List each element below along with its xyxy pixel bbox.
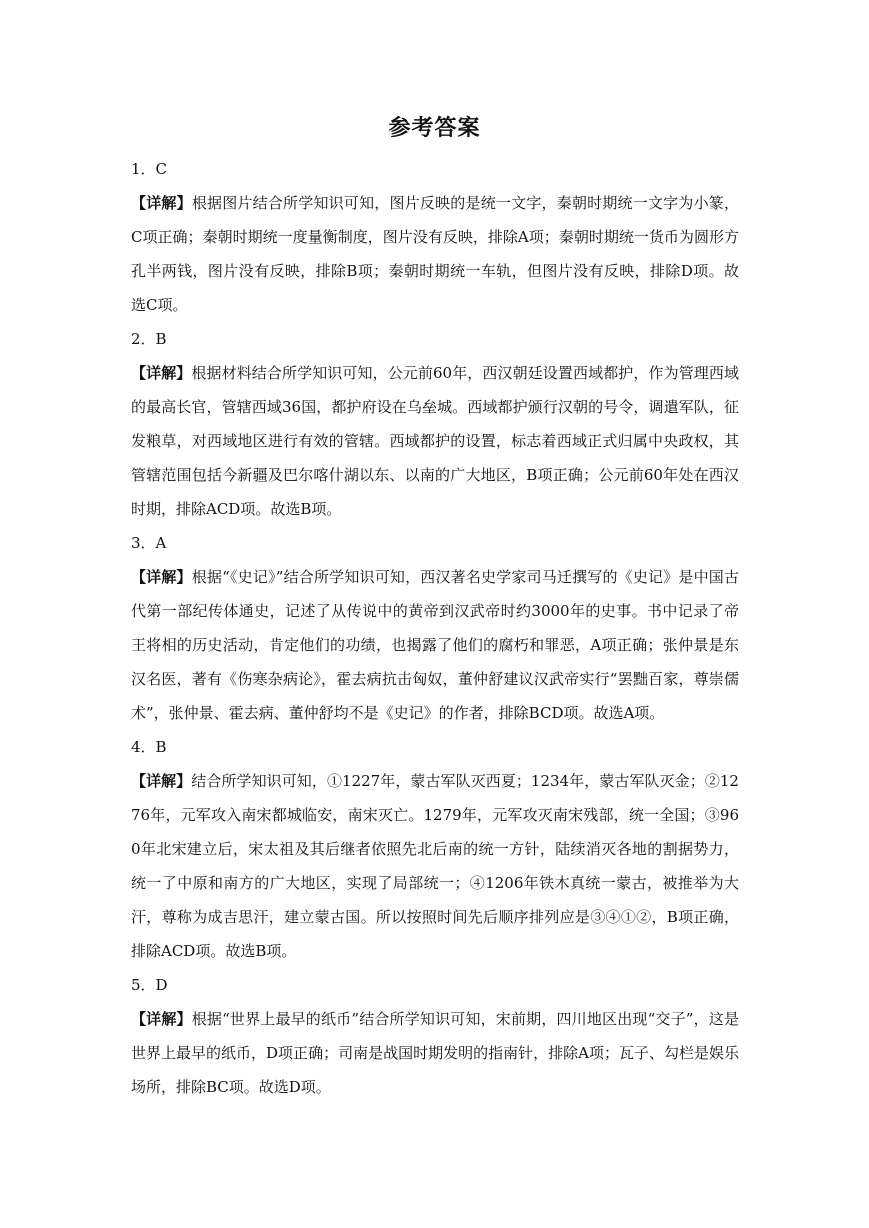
answer-number: 3．A — [131, 534, 167, 552]
answer-number: 2．B — [131, 330, 167, 348]
answer-list — [131, 152, 739, 1104]
answer-item-1 — [131, 152, 739, 322]
answer-item-5 — [131, 968, 739, 1104]
answer-explanation — [131, 560, 739, 730]
answer-explanation — [131, 764, 739, 968]
answer-explanation — [131, 356, 739, 526]
explanation-text: 根据“《史记》”结合所学知识可知，西汉著名史学家司马迁撰写的《史记》是中国古代第一部纪传体通史，记述了从传说中的黄帝到汉武帝时约3000年的史事。书中记录了帝王将相的历史活动，肯定他们的功绩，也揭露了他们的腐朽和罪恶，A项正确；张仲景是东汉名医，著有《伤寒杂病论》，霍去病抗击匈奴，董仲舒建议汉武帝实行“罢黜百家，尊崇儒术”，张仲景、霍去病、董仲舒均不是《史记》的作者，排除BCD项。故选A项。 — [131, 568, 739, 722]
detail-tag: 【详解】 — [131, 1010, 192, 1028]
explanation-text: 根据材料结合所学知识可知，公元前60年，西汉朝廷设置西域都护，作为管理西域的最高长官，管辖西域36国，都护府设在乌垒城。西域都护颁行汉朝的号令，调遣军队，征发粮草，对西域地区进行有效的管辖。西域都护的设置，标志着西域正式归属中央政权，其管辖范围包括今新疆及巴尔喀什湖以东、以南的广大地区，B项正确；公元前60年处在西汉时期，排除ACD项。故选B项。 — [131, 364, 739, 518]
answer-explanation — [131, 186, 739, 322]
answer-explanation — [131, 1002, 739, 1104]
detail-tag: 【详解】 — [131, 194, 192, 212]
explanation-text: 根据图片结合所学知识可知，图片反映的是统一文字，秦朝时期统一文字为小篆，C项正确；秦朝时期统一度量衡制度，图片没有反映，排除A项；秦朝时期统一货币为圆形方孔半两钱，图片没有反映，排除B项；秦朝时期统一车轨，但图片没有反映，排除D项。故选C项。 — [131, 194, 739, 314]
answer-number: 5．D — [131, 976, 168, 994]
detail-tag: 【详解】 — [131, 364, 192, 382]
explanation-text: 根据“世界上最早的纸币”结合所学知识可知，宋前期，四川地区出现“交子”，这是世界上最早的纸币，D项正确；司南是战国时期发明的指南针，排除A项；瓦子、勾栏是娱乐场所，排除BC项。故选D项。 — [131, 1010, 739, 1096]
detail-tag: 【详解】 — [131, 772, 192, 790]
detail-tag: 【详解】 — [131, 568, 192, 586]
answer-item-2 — [131, 322, 739, 526]
answer-number: 4．B — [131, 738, 167, 756]
page-title: 参考答案 — [388, 116, 481, 141]
answer-number: 1．C — [131, 160, 168, 178]
explanation-text: 结合所学知识可知，①1227年，蒙古军队灭西夏；1234年，蒙古军队灭金；②1276年，元军攻入南宋都城临安，南宋灭亡。1279年，元军攻灭南宋残部，统一全国；③960年北宋建立后，宋太祖及其后继者依照先北后南的统一方针，陆续消灭各地的割据势力，统一了中原和南方的广大地区，实现了局部统一；④1206年铁木真统一蒙古，被推举为大汗，尊称为成吉思汗，建立蒙古国。所以按照时间先后顺序排列应是③④①②，B项正确，排除ACD项。故选B项。 — [131, 772, 739, 960]
answer-item-3 — [131, 526, 739, 730]
answer-item-4 — [131, 730, 739, 968]
